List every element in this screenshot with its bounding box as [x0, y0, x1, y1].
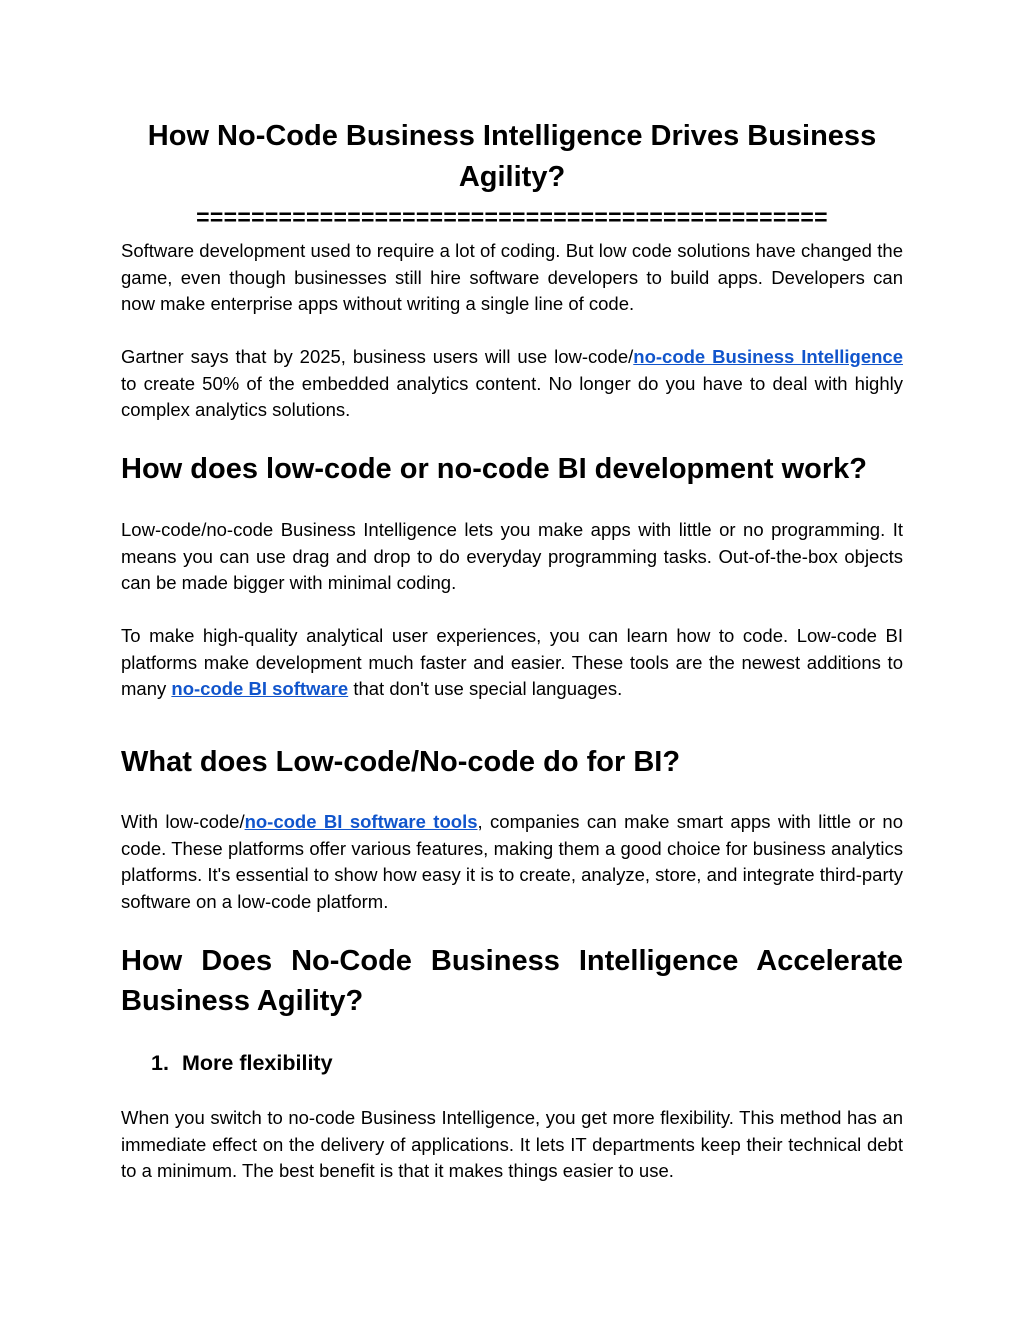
section-2-heading: What does Low-code/No-code do for BI? — [121, 746, 681, 778]
list-item-1-title: More flexibility — [182, 1051, 333, 1075]
intro-paragraph-2-text-start: Gartner says that by 2025, business users will use low-code/ — [121, 346, 634, 367]
title-divider: ============================================== — [196, 204, 828, 230]
intro-paragraph-1: Software development used to require a lot of coding. But low code solutions have changed the game, even though businesses still hire software developers to build apps. Developers can now make enterprise apps without writing a single line of code. — [121, 240, 903, 314]
intro-paragraph-2-text-end: to create 50% of the embedded analytics content. No longer do you have to deal with highly complex analytics solutions. — [121, 372, 903, 420]
section-1-paragraph-2-text-start: To make high-quality analytical user experiences, you can learn how to code. Low-code BI platforms make development much faster and easier. These tools are the newest additions to many — [121, 625, 903, 699]
section-1-heading: How does low-code or no-code BI development work? — [121, 453, 868, 485]
section-1-paragraph-1: Low-code/no-code Business Intelligence lets you make apps with little or no programming. It means you can use drag and drop to do everyday programming tasks. Out-of-the-box objects can be made bigger with minimal coding. — [121, 519, 903, 593]
section-2-paragraph-1 — [121, 809, 903, 915]
no-code-bi-software-tools-link[interactable]: no-code BI software tools — [244, 811, 478, 832]
list-item-1-heading — [151, 1049, 333, 1077]
section-2-paragraph-1-text-end: , companies can make smart apps with little or no code. These platforms offer various features, making them a good choice for business analytics platforms. It's essential to show how easy it is to create, analyze, store, and integrate third-party software on a low-code platform. — [121, 811, 903, 912]
no-code-bi-software-link[interactable]: no-code BI software — [171, 678, 349, 699]
section-1-paragraph-2-text-end: that don't use special languages. — [348, 678, 623, 699]
intro-paragraph-2 — [121, 344, 903, 424]
list-item-1-paragraph: When you switch to no-code Business Intelligence, you get more flexibility. This method has an immediate effect on the delivery of applications. It lets IT departments keep their technical debt to a minimum. The best benefit is that it makes things easier to use. — [121, 1107, 903, 1181]
no-code-business-intelligence-link[interactable]: no-code Business Intelligence — [633, 346, 903, 367]
section-2-paragraph-1-text-start: With low-code/ — [121, 811, 245, 832]
document-title: How No-Code Business Intelligence Drives Business Agility? — [147, 120, 877, 193]
list-item-1-number: 1. — [151, 1051, 169, 1075]
section-3-heading: How Does No-Code Business Intelligence Accelerate Business Agility? — [121, 945, 903, 1017]
section-1-paragraph-2 — [121, 623, 903, 703]
